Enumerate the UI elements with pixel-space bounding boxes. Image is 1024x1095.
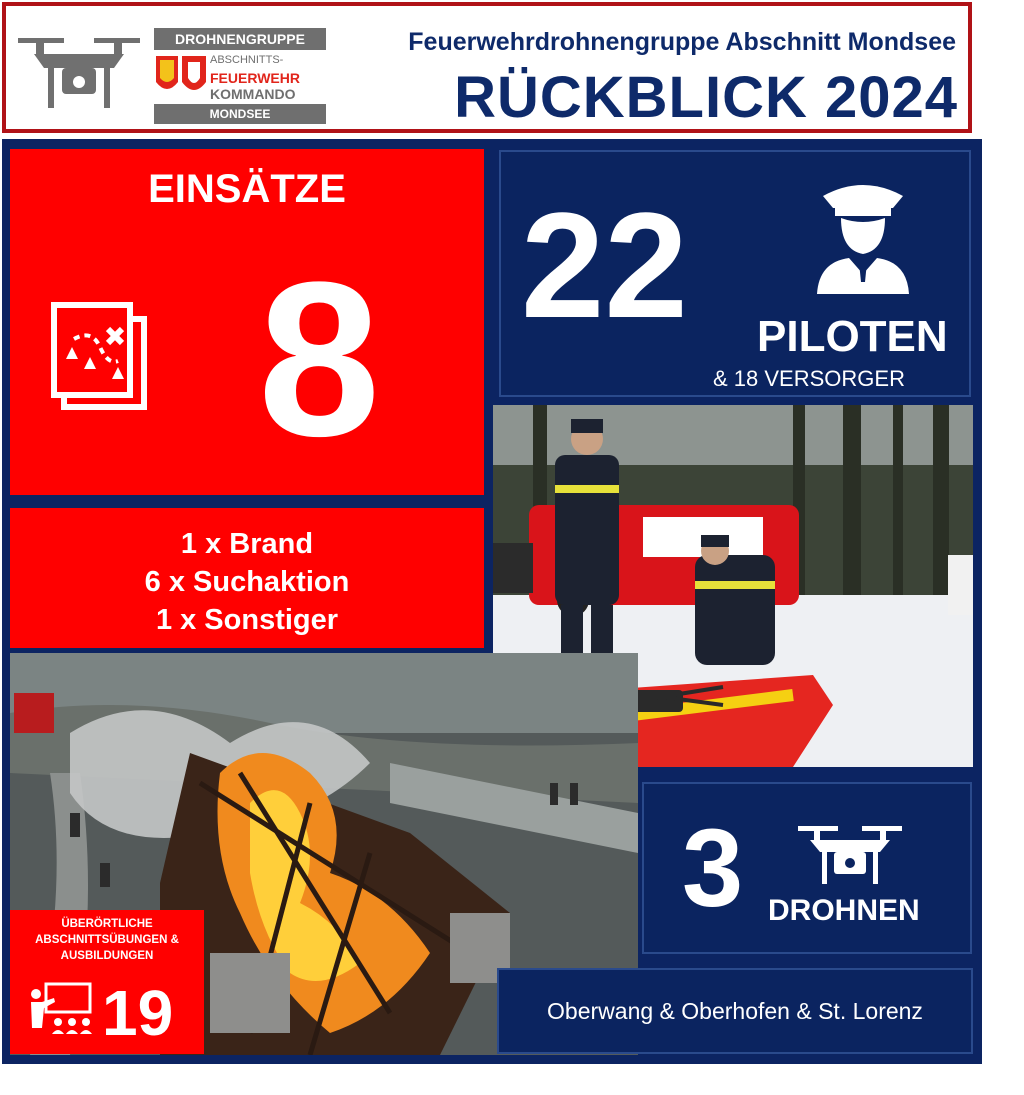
einsaetze-count: 8 <box>258 236 381 482</box>
drone-icon <box>794 820 906 886</box>
drohnen-count: 3 <box>682 807 744 930</box>
uebungen-count: 19 <box>102 977 174 1049</box>
logo-bottom-band: MONDSEE <box>154 104 326 124</box>
logo-line3: KOMMANDO <box>210 86 296 102</box>
list-item: 6 x Suchaktion <box>144 566 350 598</box>
uebungen-label: ÜBERÖRTLICHE ABSCHNITTSÜBUNGEN & AUSBILDUNGEN <box>35 918 179 962</box>
piloten-label: PILOTEN <box>757 312 948 361</box>
piloten-count: 22 <box>521 181 688 349</box>
einsaetze-panel <box>10 149 484 495</box>
coat-of-arms-icon <box>154 52 208 102</box>
page-title: RÜCKBLICK 2024 <box>454 65 958 130</box>
orte-text: Oberwang & Oberhofen & St. Lorenz <box>547 998 923 1024</box>
versorger-label: & 18 VERSORGER <box>713 366 905 391</box>
piloten-panel <box>499 150 971 397</box>
logo-line1: ABSCHNITTS- <box>210 54 284 66</box>
einsaetze-list <box>10 508 484 648</box>
uebungen-panel <box>10 910 204 1054</box>
logo-line2: FEUERWEHR <box>210 70 300 86</box>
drohnen-label: DROHNEN <box>768 894 920 927</box>
map-icon <box>44 299 150 411</box>
drohnen-panel <box>642 782 972 954</box>
logo-top-band: DROHNENGRUPPE <box>154 28 326 50</box>
drone-icon <box>14 28 144 118</box>
list-item: 1 x Sonstiger <box>155 604 339 636</box>
orte-panel <box>497 968 973 1054</box>
presentation-icon <box>28 982 94 1036</box>
list-item: 1 x Brand <box>180 528 314 560</box>
pilot-icon <box>813 178 913 296</box>
header-subtitle: Feuerwehrdrohnengruppe Abschnitt Mondsee <box>408 28 956 56</box>
header <box>2 2 972 133</box>
einsaetze-title: EINSÄTZE <box>148 167 346 211</box>
logo <box>154 28 326 124</box>
